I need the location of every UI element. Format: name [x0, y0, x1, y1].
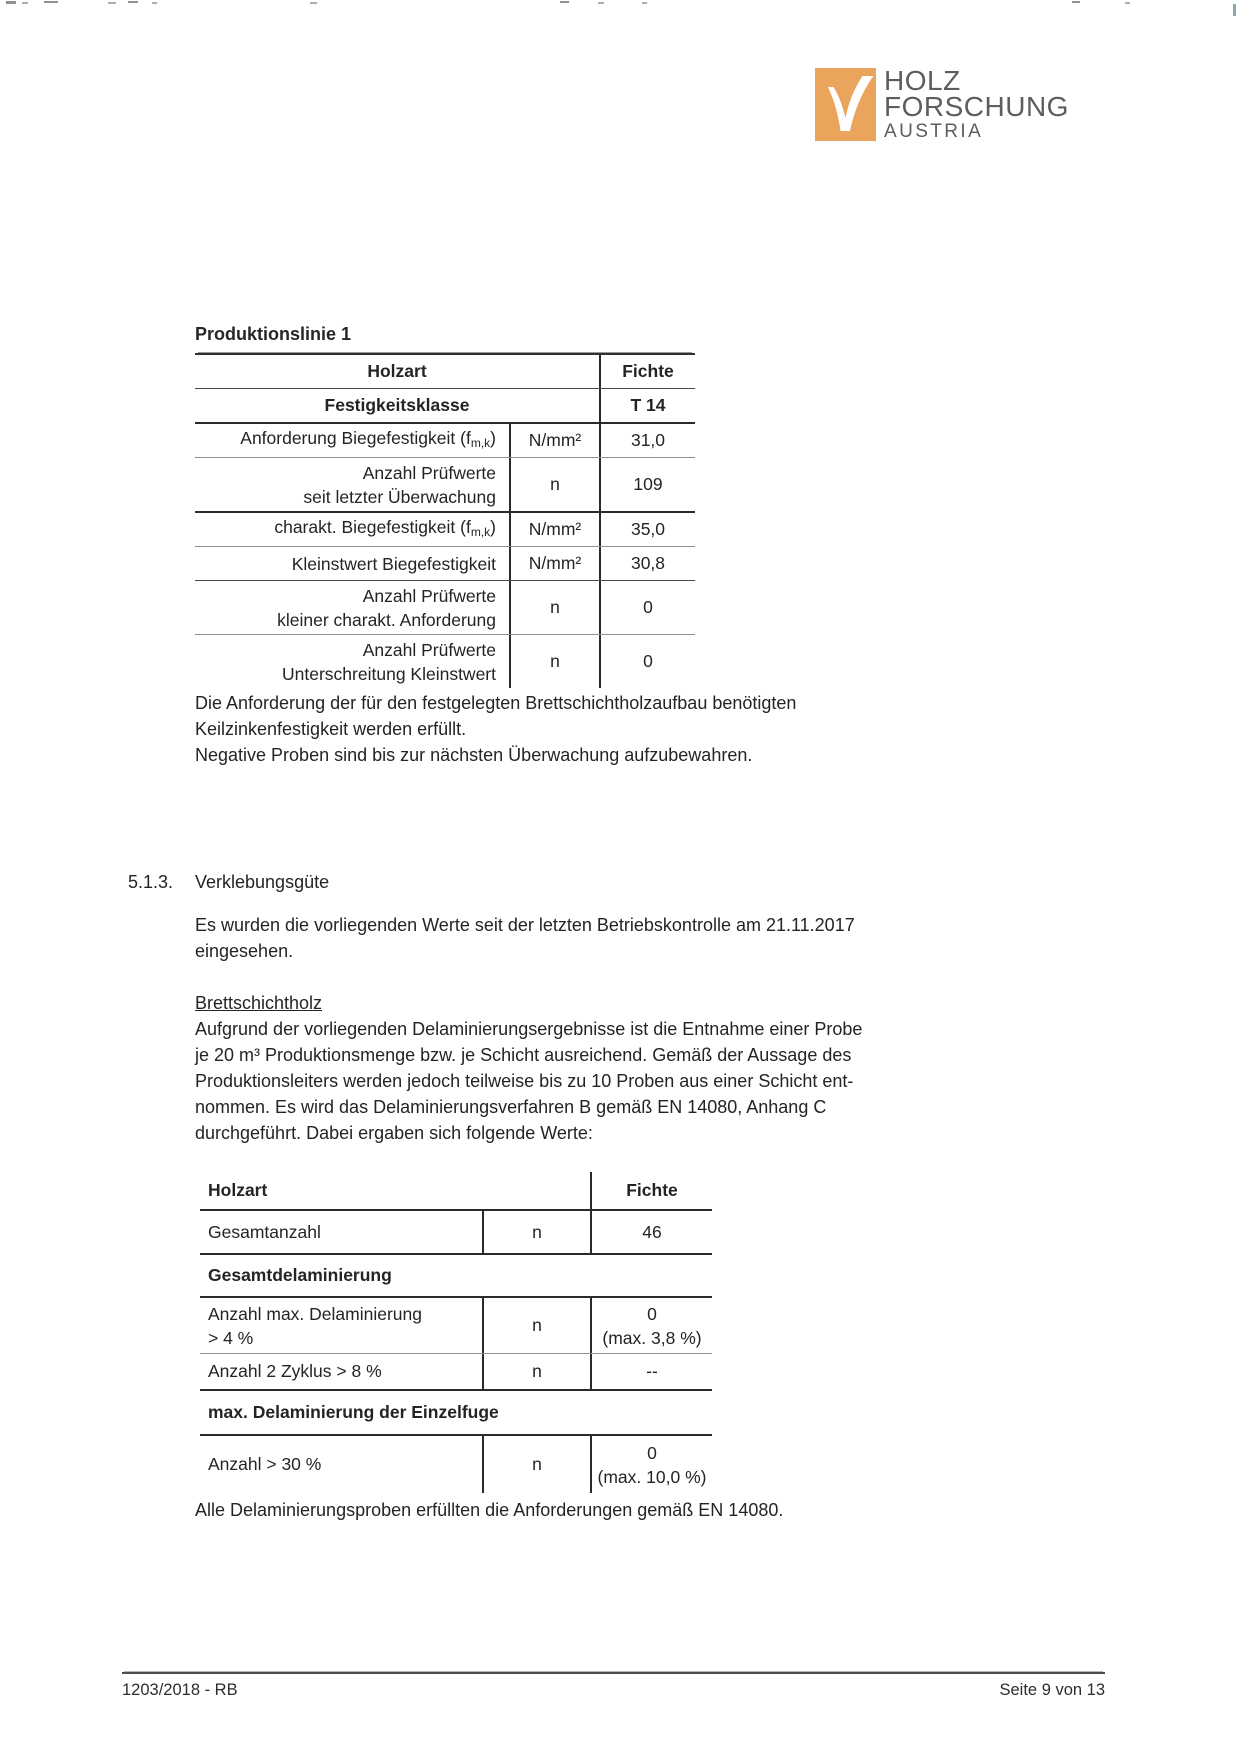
logo-wordmark: [884, 65, 1069, 143]
row-label: Anforderung Biegefestigkeit $(f_{m,k})$: [195, 424, 511, 457]
scan-artifact: [22, 2, 28, 4]
section-title: Verklebungsgüte: [195, 872, 330, 892]
paragraph-line: je 20 m³ Produktionsmenge bzw. je Schicht ausreichend. Gemäß der Aussage des: [195, 1045, 852, 1065]
row-label-text: Festigkeitsklasse: [324, 395, 470, 415]
row-value: 46: [590, 1211, 712, 1253]
row-value: 0 (max. 3,8 %): [590, 1298, 712, 1353]
row-value: 31,0: [599, 424, 695, 457]
scan-artifact: [598, 2, 604, 4]
row-label: [195, 389, 599, 422]
section-number: 5.1.3.: [128, 872, 174, 892]
scan-artifact: [1072, 1, 1080, 3]
paragraph-line: eingesehen.: [195, 941, 294, 961]
scan-artifact: [1233, 4, 1236, 16]
scan-artifact: [642, 2, 647, 4]
row-label: [195, 355, 599, 388]
row-label: Kleinstwert Biegefestigkeit: [195, 547, 511, 580]
produktionslinie-1-table: [195, 353, 695, 688]
row-label: Anzahl 2 Zyklus > 8 %: [200, 1354, 484, 1389]
table-row-holzart: [195, 355, 695, 389]
band-label: Gesamtdelaminierung: [208, 1265, 392, 1285]
row-value: 35,0: [599, 513, 695, 546]
row-unit: n: [532, 1361, 542, 1381]
row-unit: N/mm²: [528, 519, 582, 539]
page-number: Seite 9 von 13: [999, 1681, 1105, 1699]
scan-artifact: [128, 1, 138, 3]
table-row-unterschreitung-kleinstwert: [195, 635, 695, 688]
paragraph-delaminierung: [195, 1016, 862, 1146]
scan-artifact: [560, 1, 569, 3]
row-value: --: [590, 1354, 712, 1389]
row-unit: n: [550, 651, 560, 671]
table-row-holzart-header: [200, 1172, 712, 1211]
table-row-festigkeitsklasse: [195, 389, 695, 424]
table-band-gesamtdelaminierung: [200, 1255, 712, 1298]
row-unit: n: [532, 1454, 542, 1474]
row-unit: N/mm²: [528, 553, 582, 573]
row-label: Holzart: [208, 1180, 268, 1200]
table1-title: Produktionslinie 1: [195, 324, 352, 344]
row-label: Anzahl > 30 %: [200, 1436, 484, 1493]
row-label-text: Holzart: [367, 361, 427, 381]
row-value: 0 (max. 10,0 %): [590, 1436, 712, 1493]
page-footer: [122, 1672, 1105, 1700]
paragraph-keilzinkenfestigkeit: [195, 690, 796, 768]
scan-artifact: [108, 2, 116, 4]
row-value: 0: [599, 581, 695, 634]
row-value: 109: [599, 458, 695, 511]
row-value: Fichte: [590, 1172, 712, 1209]
table-row-anforderung-biegefestigkeit: [195, 424, 695, 458]
paragraph-line: Die Anforderung der für den festgelegten Brettschichtholzaufbau benötigten: [195, 693, 797, 713]
section-heading-513: [128, 872, 329, 893]
row-unit: n: [550, 474, 560, 494]
scan-artifact: [44, 1, 58, 3]
paragraph-en14080: Alle Delaminierungsproben erfüllten die Anforderungen gemäß EN 14080.: [195, 1500, 784, 1520]
table-band-max-delaminierung-einzelfuge: [200, 1391, 712, 1436]
row-label: Gesamtanzahl: [200, 1211, 484, 1253]
scan-artifact: [6, 1, 16, 4]
paragraph-line: Es wurden die vorliegenden Werte seit der letzten Betriebskontrolle am 21.11.2017: [195, 915, 855, 935]
row-label: charakt. Biegefestigkeit $(f_{m,k})$: [195, 513, 511, 546]
band-label: max. Delaminierung der Einzelfuge: [208, 1402, 499, 1422]
table-row-anzahl-pruefwerte-ueberwachung: [195, 458, 695, 513]
delaminierung-table: [200, 1172, 712, 1493]
row-value-text: Fichte: [622, 361, 674, 381]
paragraph-line: durchgeführt. Dabei ergaben sich folgende Werte:: [195, 1123, 593, 1143]
row-label: Anzahl Prüfwerte seit letzter Überwachung: [195, 458, 511, 511]
row-unit: n: [550, 597, 560, 617]
check-mark-icon: [815, 68, 876, 141]
hfa-logo: [815, 65, 1069, 143]
table-row-anzahl-30: [200, 1436, 712, 1493]
document-number: 1203/2018 - RB: [122, 1681, 238, 1699]
scan-artifact: [310, 2, 317, 4]
table-row-kleinstwert-biegefestigkeit: [195, 547, 695, 581]
table-row-anzahl-max-delaminierung: [200, 1298, 712, 1354]
scan-artifact: [1125, 2, 1130, 4]
row-unit: n: [532, 1221, 542, 1242]
row-value: 0: [599, 635, 695, 688]
row-value: 30,8: [599, 547, 695, 580]
row-unit: N/mm²: [528, 430, 582, 450]
paragraph-line: Negative Proben sind bis zur nächsten Überwachung aufzubewahren.: [195, 745, 753, 765]
row-value-text: T 14: [630, 395, 666, 415]
paragraph-betriebskontrolle: [195, 912, 855, 964]
row-value: [599, 355, 695, 388]
row-label: Anzahl Prüfwerte kleiner charakt. Anforderung: [195, 581, 511, 634]
row-label: Anzahl Prüfwerte Unterschreitung Kleinstwert: [195, 635, 511, 688]
paragraph-line: nommen. Es wird das Delaminierungsverfahren B gemäß EN 14080, Anhang C: [195, 1097, 827, 1117]
logo-line-austria: AUSTRIA: [884, 121, 984, 142]
table-row-gesamtanzahl: [200, 1211, 712, 1255]
scan-artifact: [152, 2, 157, 4]
logo-line-holz: HOLZ: [884, 65, 961, 96]
subheading-brettschichtholz: Brettschichtholz: [195, 993, 323, 1013]
row-value: [599, 389, 695, 422]
logo-line-forschung: FORSCHUNG: [884, 91, 1069, 122]
table-row-anzahl-2-zyklus: [200, 1354, 712, 1391]
row-unit: n: [532, 1315, 542, 1335]
row-label: Anzahl max. Delaminierung > 4 %: [200, 1298, 484, 1353]
paragraph-line: Produktionsleiters werden jedoch teilweise bis zu 10 Proben aus einer Schicht ent-: [195, 1071, 854, 1091]
table-row-charakt-biegefestigkeit: [195, 513, 695, 547]
paragraph-line: Aufgrund der vorliegenden Delaminierungsergebnisse ist die Entnahme einer Probe: [195, 1019, 863, 1039]
paragraph-line: Keilzinkenfestigkeit werden erfüllt.: [195, 719, 467, 739]
table-row-anzahl-kleiner-charakt: [195, 581, 695, 635]
